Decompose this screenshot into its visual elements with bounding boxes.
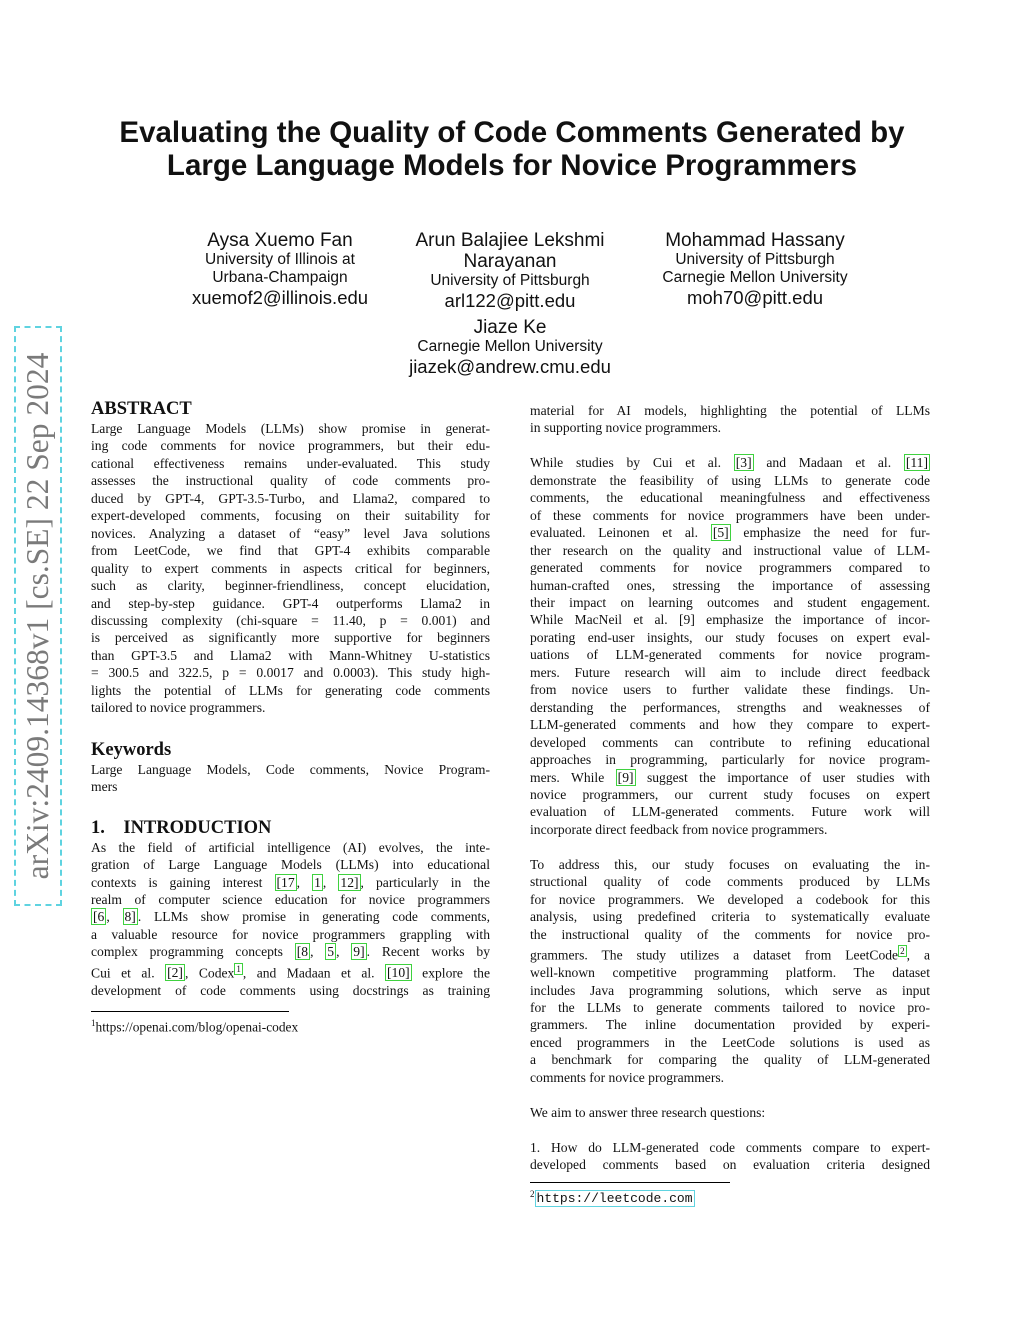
- keywords-heading: Keywords: [91, 739, 172, 760]
- citation-link[interactable]: 5: [327, 944, 335, 960]
- citation-link[interactable]: 9]: [353, 944, 365, 960]
- footnote-url[interactable]: https://openai.com/blog/openai-codex: [95, 1019, 299, 1035]
- author-email: arl122@pitt.edu: [444, 290, 576, 311]
- research-question-1: 1. How do LLM-generated code comments compare to expert- developed comments based on evaluation criteria designed: [530, 1139, 930, 1173]
- footnote-link[interactable]: 1: [236, 963, 241, 974]
- paper-title: Evaluating the Quality of Code Comments Generated by Large Language Models for Novice Programmers: [119, 116, 905, 182]
- author-name: Mohammad Hassany: [665, 230, 845, 251]
- author-email: moh70@pitt.edu: [686, 287, 824, 308]
- author-3: [640, 230, 870, 309]
- arxiv-watermark[interactable]: [14, 326, 62, 906]
- introduction-body: As the field of artificial intelligence (AI) evolves, the inte- gration of Large Language Models (LLMs) into educational contexts is gaining interest [17 , 1 , 12] , particularly in the realm of computer science education for novice programmers [6 , 8] . LLMs show promise in generating code comments, a valuable resource for novice programmers grappling with complex programming concepts [8 , 5 , 9] . Recent works by Cui et al. [2] , Codex $^1$ , and Madaan et al. [10] explore the development of code comments using docstrings as training: [91, 839, 491, 998]
- author-email: xuemof2@illinois.edu: [191, 287, 369, 308]
- introduction-heading: 1. INTRODUCTION: [91, 817, 272, 838]
- author-affiliation: Carnegie Mellon University: [417, 338, 603, 355]
- author-affiliation: Urbana-Champaign: [212, 269, 348, 286]
- paragraph: material for AI models, highlighting the potential of LLMs in supporting novice programmers.: [530, 403, 930, 436]
- author-4: [395, 317, 625, 378]
- footnote-rule: [530, 1182, 730, 1183]
- author-name: Aysa Xuemo Fan: [207, 230, 353, 251]
- citation-link[interactable]: [6: [93, 909, 105, 925]
- arxiv-id: arXiv:2409.14368v1 [cs.SE] 22 Sep 2024: [20, 352, 55, 880]
- keywords-body: Large Language Models, Code comments, Novice Program- mers: [91, 761, 490, 795]
- author-email: jiazek@andrew.cmu.edu: [409, 356, 611, 377]
- citation-link[interactable]: [8: [296, 944, 309, 960]
- citation-link[interactable]: [5]: [712, 525, 729, 541]
- citation-link[interactable]: 1: [314, 874, 321, 890]
- author-1: [160, 230, 400, 309]
- author-affiliation: University of Pittsburgh: [430, 272, 590, 289]
- citation-link[interactable]: [11]: [905, 455, 929, 471]
- citation-link[interactable]: [17: [276, 874, 295, 890]
- citation-link[interactable]: [3]: [735, 455, 752, 471]
- footnote-1: $^1$https://openai.com/blog/openai-codex: [91, 1018, 299, 1035]
- left-column: [91, 398, 490, 999]
- author-name: Jiaze Ke: [473, 317, 547, 338]
- author-name: Arun Balajiee Lekshmi: [415, 230, 605, 251]
- author-name: Narayanan: [463, 251, 557, 272]
- right-column: [530, 402, 930, 1174]
- citation-link[interactable]: 8]: [124, 909, 136, 925]
- author-affiliation: University of Illinois at: [205, 251, 355, 268]
- abstract-body: Large Language Models (LLMs) show promise in generat- ing code comments for novice programmers, but their edu- cational effectiveness remains under-evaluated. This study assesses the instructional quality of code comments pro- duced by GPT-4, GPT-3.5-Turbo, and Llama2, compared to expert-developed comments, focusing on their suitability for novices. Analyzing a dataset of “easy” level Java solutions from LeetCode, we find that GPT-4 exhibits comparable quality to expert comments in aspects critical for beginners, such as clarity, beginner-friendliness, concept elucidation, and step-by-step guidance. GPT-4 outperforms Llama2 in discussing complexity (chi-square = 11.40, p = 0.001) and is perceived as significantly more supportive for beginners than GPT-3.5 and Llama2 with Mann-Whitney U-statistics = 300.5 and 322.5, p = 0.0017 and 0.0003). This study high- lights the potential of LLMs for generating code comments tailored to novice programmers.: [91, 421, 490, 716]
- abstract-heading: ABSTRACT: [91, 399, 192, 419]
- citation-link[interactable]: 12]: [340, 874, 359, 890]
- footnote-rule: [91, 1011, 289, 1012]
- citation-link[interactable]: [9]: [617, 769, 634, 785]
- paragraph: To address this, our study focuses on evaluating the in- structional quality of code comments produced by LLMs for novice programmers. We developed a codebook for this analysis, using predefined criteria to systematically evaluate the instructional quality of the comments for novice pro- grammers. The study utilizes a dataset from LeetCode $^2$ , a well-known competitive programming platform. The dataset includes Java programming solutions, which serve as input for the LLMs to generate comments tailored to novice pro- grammers. The inline documentation provided by experi- enced programmers in the LeetCode solutions is used as a benchmark for comparing the quality of LLM-generated comments for novice programmers.: [530, 856, 930, 1085]
- author-2: [395, 230, 625, 312]
- footnote-2: $^2$ https://leetcode.com: [530, 1189, 693, 1207]
- paragraph: While studies by Cui et al. [3] and Madaan et al. [11] demonstrate the feasibility of using LLMs to generate code comments, the educational meaningfulness and effectiveness of these comments for novice programmers have been under- evaluated. Leinonen et al. [5] emphasize the need for fur- ther research on the quality and instructional value of LLM- generated comments for novice programmers compared to human-crafted ones, stressing the importance of assessing their impact on learning outcomes and student engagement. While MacNeil et al. [9] emphasize the importance of incor- porating end-user insights, our study focuses on expert eval- uations of LLM-generated comments for novice program- mers. Future research will aim to include direct feedback from novice users to further validate these findings. Un- derstanding the performances, strengths and weaknesses of LLM-generated comments and how they compare to expert- developed comments can contribute to refining educational approaches in programming, particularly for novice program- mers. While [9] suggest the importance of user studies with novice programmers, our current study focuses on expert evaluation of LLM-generated comments. Future work will incorporate direct feedback from novice programmers.: [530, 455, 930, 837]
- citation-link[interactable]: [2]: [167, 965, 183, 981]
- author-affiliation: University of Pittsburgh: [675, 251, 835, 268]
- footnote-link[interactable]: 2: [900, 946, 905, 957]
- citation-link[interactable]: [10]: [387, 965, 410, 981]
- footnote-url[interactable]: https://leetcode.com: [536, 1191, 693, 1207]
- author-affiliation: Carnegie Mellon University: [662, 269, 848, 286]
- paragraph: We aim to answer three research questions:: [530, 1104, 766, 1120]
